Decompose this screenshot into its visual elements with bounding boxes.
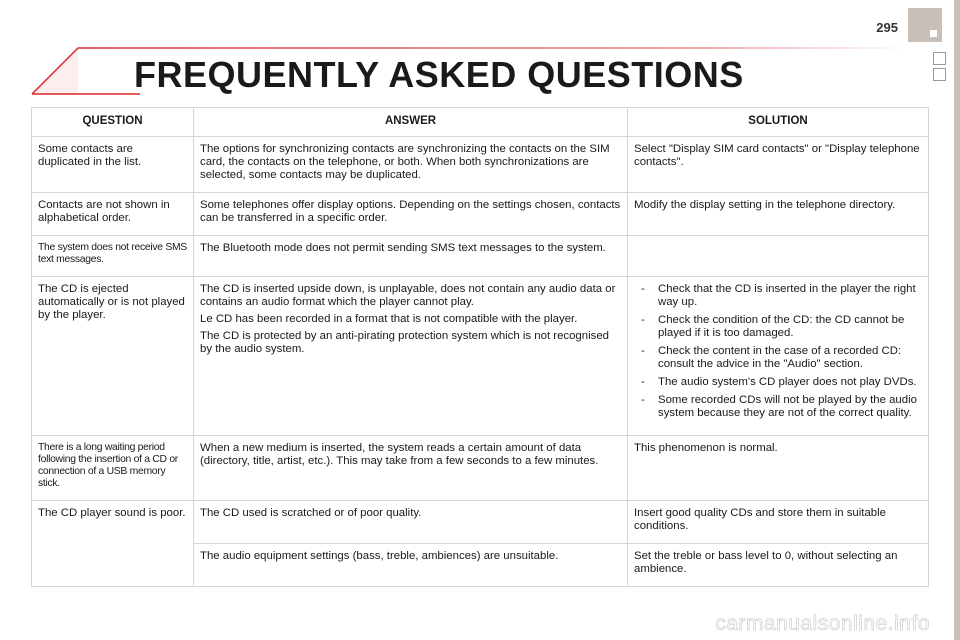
question-cell: The system does not receive SMS text messages. [32, 236, 194, 277]
answer-cell [194, 436, 628, 501]
page-corner-tab [908, 8, 942, 42]
solution-list [634, 283, 922, 420]
table-row [32, 193, 929, 236]
answer-text: Some telephones offer display options. Depending on the settings chosen, contacts can be transferred in a specific order. [200, 199, 621, 224]
question-cell: There is a long waiting period following the insertion of a CD or connection of a USB memory stick. [32, 436, 194, 501]
answer-text: The audio equipment settings (bass, treble, ambiences) are unsuitable. [200, 550, 559, 562]
solution-cell: Set the treble or bass level to 0, without selecting an ambience. [628, 544, 929, 587]
answer-text: When a new medium is inserted, the system reads a certain amount of data (directory, title, artist, etc.). This may take from a few seconds to a few minutes. [200, 442, 599, 467]
answer-text: The CD is protected by an anti-pirating protection system which is not recognised by the audio system. [200, 330, 609, 355]
answer-cell [194, 137, 628, 193]
answer-cell [194, 277, 628, 436]
page-title: FREQUENTLY ASKED QUESTIONS [134, 54, 744, 95]
answer-text: The options for synchronizing contacts are synchronizing the contacts on the SIM card, the contacts on the telephone, or both. When both synchronizations are selected, some contacts may be duplicated. [200, 143, 610, 181]
bullet-dash: - [641, 345, 645, 357]
answer-cell [194, 501, 628, 544]
answer-text: The CD used is scratched or of poor quality. [200, 507, 422, 519]
question-cell: Contacts are not shown in alphabetical order. [32, 193, 194, 236]
question-cell: The CD is ejected automatically or is not played by the player. [32, 277, 194, 436]
section-marker-box [933, 52, 946, 65]
question-cell: Some contacts are duplicated in the list. [32, 137, 194, 193]
table-row [32, 236, 929, 277]
solution-cell: Insert good quality CDs and store them in suitable conditions. [628, 501, 929, 544]
solution-item-text: Check the content in the case of a recorded CD: consult the advice in the "Audio" section. [658, 345, 902, 370]
table-row [32, 277, 929, 436]
bullet-dash: - [641, 283, 645, 295]
watermark: carmanualsonline.info [715, 612, 930, 635]
question-cell: The CD player sound is poor. [32, 501, 194, 587]
table-row [32, 137, 929, 193]
solution-cell: Modify the display setting in the telephone directory. [628, 193, 929, 236]
section-marker-box [933, 68, 946, 81]
solution-cell: Select "Display SIM card contacts" or "Display telephone contacts". [628, 137, 929, 193]
table-header-row [32, 108, 929, 137]
answer-text: The Bluetooth mode does not permit sending SMS text messages to the system. [200, 242, 606, 254]
solution-list-item [634, 314, 922, 340]
solution-list-item [634, 345, 922, 371]
answer-text: The CD is inserted upside down, is unplayable, does not contain any audio data or contains an audio format which the player cannot play. [200, 283, 616, 308]
solution-list-item [634, 283, 922, 309]
solution-item-text: The audio system's CD player does not play DVDs. [658, 376, 917, 388]
bullet-dash: - [641, 394, 645, 406]
answer-text: Le CD has been recorded in a format that is not compatible with the player. [200, 313, 578, 325]
answer-cell [194, 236, 628, 277]
table-row [32, 501, 929, 544]
solution-item-text: Check that the CD is inserted in the player the right way up. [658, 283, 916, 308]
solution-list-item [634, 394, 922, 420]
side-tab-line [954, 0, 960, 640]
faq-table [31, 107, 929, 587]
solution-cell [628, 236, 929, 277]
solution-cell [628, 277, 929, 436]
table-row [32, 436, 929, 501]
title-banner [30, 46, 910, 102]
header-answer: ANSWER [194, 108, 628, 137]
header-solution: SOLUTION [628, 108, 929, 137]
bullet-dash: - [641, 314, 645, 326]
solution-item-text: Some recorded CDs will not be played by the audio system because they are not of the correct quality. [658, 394, 917, 419]
solution-list-item [634, 376, 922, 389]
bullet-dash: - [641, 376, 645, 388]
solution-item-text: Check the condition of the CD: the CD cannot be played if it is too damaged. [658, 314, 905, 339]
answer-cell [194, 544, 628, 587]
page-number: 295 [876, 20, 898, 35]
answer-cell [194, 193, 628, 236]
solution-cell: This phenomenon is normal. [628, 436, 929, 501]
header-question: QUESTION [32, 108, 194, 137]
